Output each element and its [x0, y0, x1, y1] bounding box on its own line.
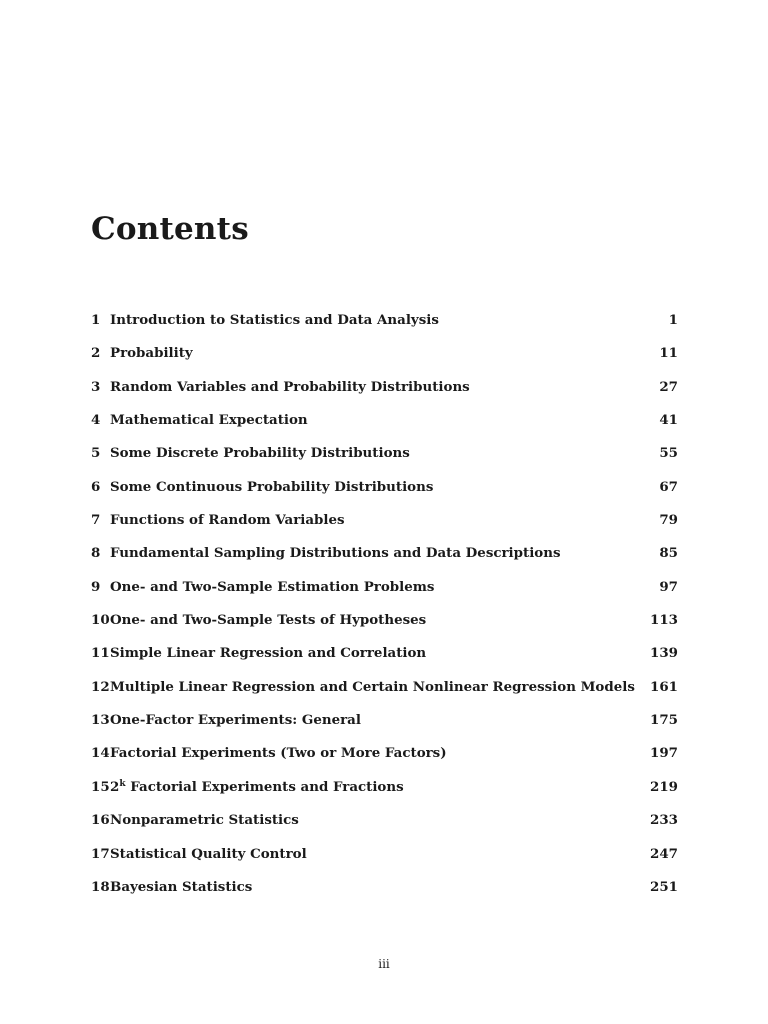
chapter-title: Bayesian Statistics — [110, 878, 253, 895]
chapter-title: Some Continuous Probability Distributions — [110, 478, 434, 495]
toc-entry[interactable] — [91, 842, 678, 875]
toc-entry[interactable] — [91, 875, 678, 908]
page-title: Contents — [91, 211, 249, 247]
chapter-title: Functions of Random Variables — [110, 512, 345, 529]
toc-entry[interactable] — [91, 541, 678, 574]
page-number: 55 — [659, 445, 678, 462]
chapter-number: 11 — [91, 645, 110, 662]
page-number: 85 — [659, 545, 678, 562]
toc-entry[interactable] — [91, 708, 678, 741]
chapter-number: 12 — [91, 678, 110, 695]
chapter-number: 15 — [91, 778, 110, 795]
page-number: 113 — [650, 612, 678, 629]
page-number: 197 — [650, 745, 678, 762]
toc-entry[interactable] — [91, 608, 678, 641]
title-rest: Factorial Experiments and Fractions — [125, 778, 404, 795]
chapter-number: 7 — [91, 512, 101, 529]
toc-entry[interactable] — [91, 375, 678, 408]
chapter-title: Multiple Linear Regression and Certain Nonlinear Regression Models — [110, 678, 635, 695]
chapter-number: 5 — [91, 445, 101, 462]
chapter-number: 13 — [91, 712, 110, 729]
chapter-title: One- and Two-Sample Tests of Hypotheses — [110, 612, 427, 629]
chapter-title: Statistical Quality Control — [110, 845, 307, 862]
page-number: 161 — [650, 678, 678, 695]
chapter-title: Some Discrete Probability Distributions — [110, 445, 410, 462]
chapter-title: One-Factor Experiments: General — [110, 712, 361, 729]
chapter-title: Factorial Experiments (Two or More Factors) — [110, 745, 447, 762]
page-number: 1 — [668, 312, 678, 328]
page-number: 139 — [650, 645, 678, 662]
page-number: 175 — [650, 712, 678, 729]
toc-entry[interactable] — [91, 575, 678, 608]
toc-entry[interactable] — [91, 408, 678, 441]
title-superscript: k — [119, 778, 126, 789]
chapter-number: 8 — [91, 545, 101, 562]
chapter-number: 14 — [91, 745, 110, 762]
chapter-title: Introduction to Statistics and Data Analysis — [110, 312, 439, 328]
toc-entry[interactable] — [91, 775, 678, 808]
chapter-number: 17 — [91, 845, 110, 862]
toc-entry[interactable] — [91, 508, 678, 541]
chapter-number: 6 — [91, 478, 101, 495]
toc-entry[interactable] — [91, 741, 678, 774]
chapter-title: Probability — [110, 345, 193, 362]
page-number: 219 — [650, 778, 678, 795]
page-number: 41 — [659, 412, 678, 429]
toc-entry[interactable] — [91, 308, 678, 341]
chapter-number: 1 — [91, 312, 101, 328]
toc-entry[interactable] — [91, 475, 678, 508]
page-folio: iii — [378, 957, 390, 971]
title-base: 2 — [110, 778, 120, 795]
page-number: 79 — [659, 512, 678, 529]
page-number: 247 — [650, 845, 678, 862]
page-number: 97 — [659, 578, 678, 595]
toc-entry[interactable] — [91, 441, 678, 474]
chapter-title: Simple Linear Regression and Correlation — [110, 645, 427, 662]
chapter-number: 3 — [91, 378, 101, 395]
page-number: 27 — [659, 378, 678, 395]
chapter-title: Fundamental Sampling Distributions and Data Descriptions — [110, 545, 561, 562]
table-of-contents — [91, 308, 678, 908]
toc-entry[interactable] — [91, 675, 678, 708]
chapter-number: 4 — [91, 412, 101, 429]
toc-entry[interactable] — [91, 341, 678, 374]
toc-entry[interactable] — [91, 641, 678, 674]
chapter-title: Mathematical Expectation — [110, 412, 308, 429]
chapter-title: Nonparametric Statistics — [110, 812, 299, 829]
chapter-title: Random Variables and Probability Distributions — [110, 378, 470, 395]
chapter-number: 16 — [91, 812, 110, 829]
chapter-number: 9 — [91, 578, 101, 595]
page-number: 251 — [650, 878, 678, 895]
chapter-title: One- and Two-Sample Estimation Problems — [110, 578, 435, 595]
page-number: 11 — [659, 345, 678, 362]
chapter-number: 18 — [91, 878, 110, 895]
page-number: 67 — [659, 478, 678, 495]
toc-entry[interactable] — [91, 808, 678, 841]
chapter-title — [110, 779, 404, 795]
page-number: 233 — [650, 812, 678, 829]
chapter-number: 10 — [91, 612, 110, 629]
chapter-number: 2 — [91, 345, 101, 362]
